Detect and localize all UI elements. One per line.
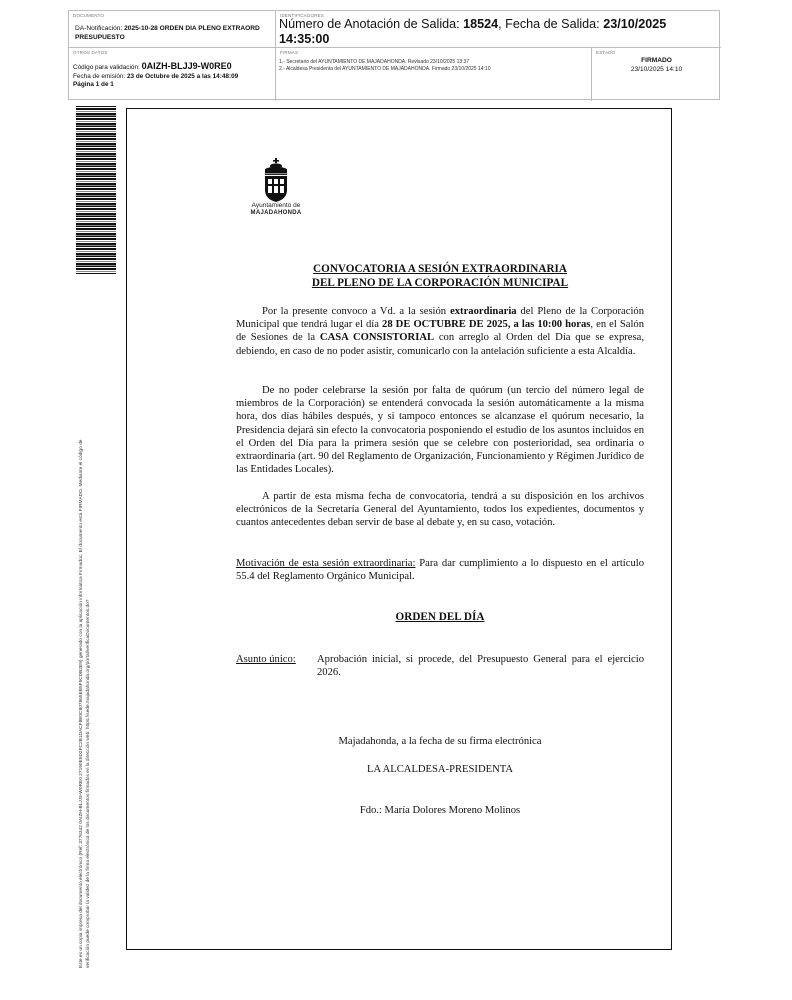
firmas-cell — [276, 48, 592, 101]
logo-line2: MAJADAHONDA — [250, 210, 302, 216]
document-header — [68, 10, 720, 100]
closing-place: Majadahonda, a la fecha de su firma electrónica — [338, 736, 542, 747]
verification-side-text: Este es un copia impresa del documento electrónico (Ref: 3776342 0AIZH-BLJJ9-W0RE0 27190E5D2FC2B1DACF8E0C807865EB5F5CDB2E9) generado con la aplicación informática Firmadoc. El documento está FIRMADO. Mediante el código de verificación puede comprobar la validez de la firma electrónica de los documentos firmados en la dirección web: https://sede.majadahonda.org/portal/verificaDocumentos.do? — [79, 439, 91, 968]
estado-label: ESTADO — [596, 50, 616, 55]
barcode-image — [76, 106, 116, 274]
estado-date: 23/10/2025 14:10 — [630, 65, 683, 73]
crest-icon — [261, 158, 291, 202]
otros-datos-cell — [69, 48, 276, 101]
paragraph-convocatoria: Por la presente convoco a Vd. a la sesión extraordinaria del Pleno de la Corporación Municipal que tendrá lugar el día 28 DE OCTUBRE DE 2025, a las 10:00 horas, en el Salón de Sesiones de la CASA CONSISTORIAL con arreglo al Orden del Día que se expresa, debiendo, en caso de no poder asistir, comunicarlo con la antelación suficiente a esta Alcaldía. — [236, 306, 644, 357]
paragraph-documentacion: A partir de esta misma fecha de convocatoria, tendrá a su disposición en los archivos electrónicos de la Secretaría General del Ayuntamiento, todos los expedientes, documentos y cuantos antecedentes deban servir de base al debate y, en su caso, votación. — [236, 491, 644, 529]
pagina-indicator: Página 1 de 1 — [73, 81, 114, 88]
firma-2: 2.- Alcaldesa Presidenta del AYUNTAMIENTO DE MAJADAHONDA. Firmado 23/10/2025 14:10 — [279, 66, 491, 72]
documento-cell — [69, 11, 276, 48]
codigo-validacion: Código para validación: 0AIZH-BLJJ9-W0RE0 — [73, 61, 232, 71]
documento-value: DA-Notificación: 2025-10-28 ORDEN DIA PLENO EXTRAORD PRESUPUESTO — [75, 25, 260, 41]
firmas-label: FIRMAS — [280, 50, 299, 55]
identificadores-cell — [276, 11, 721, 48]
orden-del-dia-title: ORDEN DEL DÍA — [395, 611, 485, 623]
estado-value: FIRMADO — [641, 57, 672, 64]
closing-role: LA ALCALDESA-PRESIDENTA — [367, 764, 513, 775]
identificadores-label: IDENTIFICADORES — [280, 13, 325, 18]
logo-line1: Ayuntamiento de — [251, 202, 301, 209]
asunto-text: Aprobación inicial, si procede, del Presupuesto General para el ejercicio 2026. — [317, 654, 644, 679]
paragraph-motivacion: Motivación de esta sesión extraordinaria: Para dar cumplimiento a lo dispuesto en el artículo 55.4 del Reglamento Orgánico Municipal. — [236, 558, 644, 583]
otros-datos-label: OTROS DATOS — [73, 50, 108, 55]
estado-cell — [592, 48, 721, 101]
ayuntamiento-logo — [240, 158, 312, 217]
firma-1: 1.- Secretario del AYUNTAMIENTO DE MAJADAHONDA. Revisado 23/10/2025 13:37 — [279, 59, 470, 65]
documento-label: DOCUMENTO — [73, 13, 105, 18]
anotacion-value: Número de Anotación de Salida: 18524, Fecha de Salida: 23/10/2025 14:35:00 — [279, 17, 667, 46]
closing-signer: Fdo.: María Dolores Moreno Molinos — [359, 805, 521, 816]
fecha-emision: Fecha de emisión: 23 de Octubre de 2025 a las 14:48:09 — [73, 72, 239, 80]
paragraph-quorum: De no poder celebrarse la sesión por falta de quórum (un tercio del número legal de miembros de la Corporación) se entenderá convocada la sesión automáticamente a la misma hora, dos días hábiles después, y si tampoco entonces se alcanzase el quórum necesario, la Presidencia dejará sin efecto la convocatoria posponiendo el estudio de los asuntos incluidos en el Orden del Día para la primera sesión que se celebre con posterioridad, sea ordinaria o extraordinaria (art. 90 del Reglamento de Organización, Funcionamiento y Régimen Jurídico de las Entidades Locales). — [236, 385, 644, 476]
asunto-label: Asunto único: — [236, 654, 296, 665]
document-title: CONVOCATORIA A SESIÓN EXTRAORDINARIA DEL PLENO DE LA CORPORACIÓN MUNICIPAL — [311, 263, 569, 289]
